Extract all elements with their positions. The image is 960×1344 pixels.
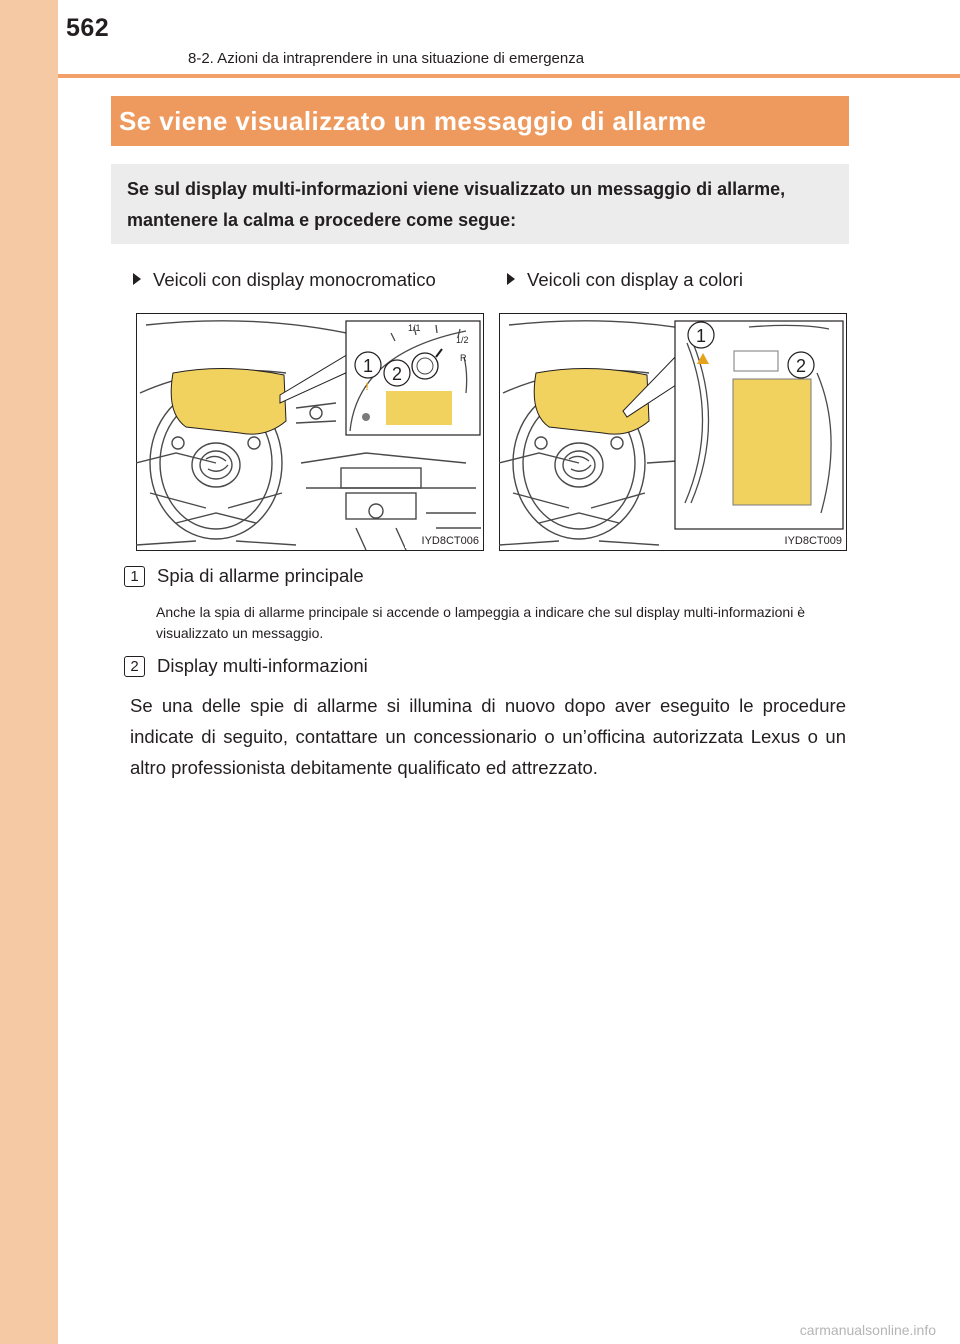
section-banner bbox=[111, 96, 849, 146]
figure-color bbox=[499, 313, 847, 551]
warning-mark: ! bbox=[365, 382, 369, 393]
variant-color bbox=[507, 269, 743, 291]
intro-box bbox=[111, 164, 849, 244]
running-header: 8-2. Azioni da intraprendere in una situazione di emergenza bbox=[188, 50, 585, 67]
indicator-light-icon bbox=[362, 413, 370, 421]
section-title: Se viene visualizzato un messaggio di allarme bbox=[119, 106, 707, 136]
watermark: carmanualsonline.info bbox=[799, 1322, 936, 1338]
side-band bbox=[0, 0, 58, 1344]
variant-color-label: Veicoli con display a colori bbox=[527, 269, 743, 290]
callout-1: 1 bbox=[362, 356, 374, 376]
variant-monochrome bbox=[133, 269, 436, 291]
figure-code-2: IYD8CT009 bbox=[784, 535, 842, 547]
dashboard-illustration-monochrome bbox=[136, 313, 484, 551]
figure-code-1: IYD8CT006 bbox=[421, 535, 479, 547]
figure-monochrome bbox=[136, 313, 484, 551]
gauge-label-r: R bbox=[460, 353, 467, 363]
legend-description-1: Anche la spia di allarme principale si accende o lampeggia a indicare che sul display multi-informazioni è visualizzato un messaggio. bbox=[156, 604, 806, 641]
dashboard-illustration-color bbox=[499, 313, 847, 551]
page-number: 562 bbox=[66, 14, 110, 42]
display-top-field bbox=[734, 351, 778, 371]
triangle-bullet-icon bbox=[507, 273, 515, 285]
gauge-label-1: 1/1 bbox=[408, 323, 421, 333]
callout-1: 1 bbox=[695, 326, 707, 346]
callout-2: 2 bbox=[795, 356, 807, 376]
legend-title-1: Spia di allarme principale bbox=[157, 565, 364, 586]
variant-monochrome-label: Veicoli con display monocromatico bbox=[153, 269, 436, 290]
header-rule bbox=[58, 74, 960, 78]
intro-text: Se sul display multi-informazioni viene visualizzato un messaggio di allarme, mantenere la calma e procedere come segue: bbox=[127, 179, 786, 230]
triangle-bullet-icon bbox=[133, 273, 141, 285]
legend-title-2: Display multi-informazioni bbox=[157, 655, 368, 676]
multi-info-display-area bbox=[386, 391, 452, 425]
callout-2: 2 bbox=[391, 364, 403, 384]
multi-info-display-area bbox=[733, 379, 811, 505]
legend-number-2: 2 bbox=[124, 656, 145, 677]
legend-item-2 bbox=[124, 655, 368, 677]
legend-item-1 bbox=[124, 565, 364, 587]
body-paragraph: Se una delle spie di allarme si illumina di nuovo dopo aver eseguito le procedure indicate di seguito, contattare un concessionario o un’officina autorizzata Lexus o un altro professionista debitamente qualificato ed attrezzato. bbox=[130, 695, 846, 778]
gauge-label-2: 1/2 bbox=[456, 335, 469, 345]
legend-number-1: 1 bbox=[124, 566, 145, 587]
